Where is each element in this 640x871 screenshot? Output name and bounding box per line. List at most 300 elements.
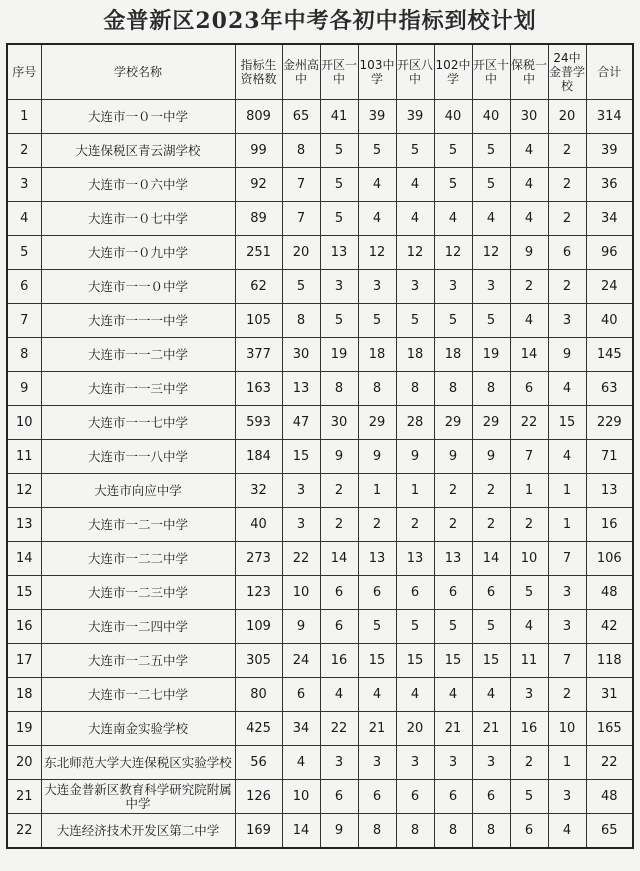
value-cell: 48: [586, 576, 633, 610]
value-cell: 8: [396, 814, 434, 849]
value-cell: 10: [282, 576, 320, 610]
value-cell: 2: [510, 508, 548, 542]
value-cell: 2: [510, 746, 548, 780]
value-cell: 3: [548, 780, 586, 814]
value-cell: 8: [396, 372, 434, 406]
value-cell: 9: [396, 440, 434, 474]
value-cell: 5: [434, 610, 472, 644]
index-cell: 16: [7, 610, 41, 644]
school-name-cell: 大连市一一一中学: [41, 304, 235, 338]
value-cell: 40: [235, 508, 282, 542]
value-cell: 229: [586, 406, 633, 440]
value-cell: 8: [434, 372, 472, 406]
value-cell: 21: [358, 712, 396, 746]
value-cell: 19: [472, 338, 510, 372]
index-cell: 21: [7, 780, 41, 814]
table-row: [7, 236, 633, 270]
header-cell: 学校名称: [41, 44, 235, 100]
table-row: [7, 270, 633, 304]
school-name-cell: 大连市一二四中学: [41, 610, 235, 644]
value-cell: 5: [472, 610, 510, 644]
value-cell: 20: [396, 712, 434, 746]
value-cell: 3: [548, 576, 586, 610]
index-cell: 3: [7, 168, 41, 202]
value-cell: 2: [396, 508, 434, 542]
value-cell: 29: [472, 406, 510, 440]
value-cell: 273: [235, 542, 282, 576]
value-cell: 4: [548, 440, 586, 474]
value-cell: 14: [472, 542, 510, 576]
school-name-cell: 大连市一二七中学: [41, 678, 235, 712]
header-cell: 金州高中: [282, 44, 320, 100]
index-cell: 11: [7, 440, 41, 474]
school-name-cell: 大连市一０七中学: [41, 202, 235, 236]
value-cell: 105: [235, 304, 282, 338]
value-cell: 14: [510, 338, 548, 372]
header-cell: 开区十中: [472, 44, 510, 100]
value-cell: 5: [358, 134, 396, 168]
value-cell: 305: [235, 644, 282, 678]
value-cell: 7: [510, 440, 548, 474]
school-name-cell: 东北师范大学大连保税区实验学校: [41, 746, 235, 780]
value-cell: 41: [320, 100, 358, 134]
index-cell: 15: [7, 576, 41, 610]
value-cell: 6: [282, 678, 320, 712]
value-cell: 24: [586, 270, 633, 304]
value-cell: 12: [358, 236, 396, 270]
table-row: [7, 406, 633, 440]
school-name-cell: 大连市一０九中学: [41, 236, 235, 270]
value-cell: 4: [510, 134, 548, 168]
value-cell: 6: [510, 372, 548, 406]
value-cell: 31: [586, 678, 633, 712]
value-cell: 29: [434, 406, 472, 440]
index-cell: 2: [7, 134, 41, 168]
value-cell: 5: [396, 304, 434, 338]
index-cell: 5: [7, 236, 41, 270]
index-cell: 9: [7, 372, 41, 406]
value-cell: 123: [235, 576, 282, 610]
value-cell: 4: [434, 678, 472, 712]
value-cell: 63: [586, 372, 633, 406]
value-cell: 4: [510, 202, 548, 236]
header-cell: 102中学: [434, 44, 472, 100]
value-cell: 5: [434, 134, 472, 168]
value-cell: 3: [510, 678, 548, 712]
value-cell: 3: [434, 270, 472, 304]
value-cell: 2: [548, 168, 586, 202]
value-cell: 15: [472, 644, 510, 678]
value-cell: 47: [282, 406, 320, 440]
index-cell: 4: [7, 202, 41, 236]
value-cell: 5: [472, 168, 510, 202]
value-cell: 5: [282, 270, 320, 304]
value-cell: 9: [510, 236, 548, 270]
value-cell: 3: [434, 746, 472, 780]
value-cell: 8: [282, 304, 320, 338]
value-cell: 7: [548, 644, 586, 678]
value-cell: 1: [548, 508, 586, 542]
table-row: [7, 168, 633, 202]
value-cell: 3: [320, 746, 358, 780]
value-cell: 6: [472, 780, 510, 814]
value-cell: 251: [235, 236, 282, 270]
value-cell: 28: [396, 406, 434, 440]
index-cell: 10: [7, 406, 41, 440]
value-cell: 18: [434, 338, 472, 372]
value-cell: 3: [472, 746, 510, 780]
value-cell: 9: [320, 440, 358, 474]
school-name-cell: 大连市一二一中学: [41, 508, 235, 542]
value-cell: 6: [320, 576, 358, 610]
table-header-row: [7, 44, 633, 100]
school-name-cell: 大连市一二五中学: [41, 644, 235, 678]
value-cell: 39: [396, 100, 434, 134]
value-cell: 184: [235, 440, 282, 474]
value-cell: 8: [282, 134, 320, 168]
index-cell: 19: [7, 712, 41, 746]
value-cell: 6: [510, 814, 548, 849]
value-cell: 12: [472, 236, 510, 270]
value-cell: 13: [320, 236, 358, 270]
index-cell: 12: [7, 474, 41, 508]
value-cell: 6: [320, 610, 358, 644]
value-cell: 13: [282, 372, 320, 406]
value-cell: 14: [320, 542, 358, 576]
value-cell: 2: [434, 508, 472, 542]
value-cell: 5: [358, 610, 396, 644]
school-name-cell: 大连金普新区教育科学研究院附属中学: [41, 780, 235, 814]
value-cell: 34: [282, 712, 320, 746]
value-cell: 809: [235, 100, 282, 134]
index-cell: 1: [7, 100, 41, 134]
value-cell: 32: [235, 474, 282, 508]
value-cell: 1: [510, 474, 548, 508]
table-row: [7, 780, 633, 814]
table-row: [7, 372, 633, 406]
value-cell: 6: [358, 780, 396, 814]
value-cell: 21: [434, 712, 472, 746]
value-cell: 22: [282, 542, 320, 576]
value-cell: 48: [586, 780, 633, 814]
value-cell: 30: [282, 338, 320, 372]
value-cell: 145: [586, 338, 633, 372]
value-cell: 4: [472, 202, 510, 236]
value-cell: 6: [396, 576, 434, 610]
table-row: [7, 508, 633, 542]
value-cell: 5: [320, 134, 358, 168]
index-cell: 20: [7, 746, 41, 780]
header-cell: 指标生资格数: [235, 44, 282, 100]
value-cell: 6: [472, 576, 510, 610]
value-cell: 1: [358, 474, 396, 508]
value-cell: 8: [320, 372, 358, 406]
value-cell: 10: [282, 780, 320, 814]
value-cell: 4: [434, 202, 472, 236]
value-cell: 12: [434, 236, 472, 270]
school-name-cell: 大连保税区青云湖学校: [41, 134, 235, 168]
value-cell: 6: [434, 780, 472, 814]
value-cell: 8: [358, 372, 396, 406]
school-name-cell: 大连市一一七中学: [41, 406, 235, 440]
value-cell: 10: [548, 712, 586, 746]
table-row: [7, 712, 633, 746]
header-cell: 序号: [7, 44, 41, 100]
value-cell: 36: [586, 168, 633, 202]
value-cell: 34: [586, 202, 633, 236]
page-title: 金普新区2023年中考各初中指标到校计划: [103, 8, 537, 34]
value-cell: 9: [434, 440, 472, 474]
school-name-cell: 大连市一二二中学: [41, 542, 235, 576]
index-cell: 8: [7, 338, 41, 372]
school-name-cell: 大连南金实验学校: [41, 712, 235, 746]
value-cell: 3: [282, 508, 320, 542]
value-cell: 39: [586, 134, 633, 168]
value-cell: 13: [396, 542, 434, 576]
value-cell: 3: [358, 746, 396, 780]
value-cell: 8: [472, 372, 510, 406]
table-row: [7, 542, 633, 576]
value-cell: 126: [235, 780, 282, 814]
value-cell: 4: [472, 678, 510, 712]
value-cell: 19: [320, 338, 358, 372]
value-cell: 40: [434, 100, 472, 134]
value-cell: 4: [396, 202, 434, 236]
value-cell: 5: [320, 202, 358, 236]
value-cell: 314: [586, 100, 633, 134]
value-cell: 16: [320, 644, 358, 678]
table-body: [7, 100, 633, 849]
value-cell: 15: [434, 644, 472, 678]
value-cell: 20: [282, 236, 320, 270]
value-cell: 118: [586, 644, 633, 678]
value-cell: 4: [358, 168, 396, 202]
value-cell: 3: [358, 270, 396, 304]
value-cell: 30: [510, 100, 548, 134]
value-cell: 11: [510, 644, 548, 678]
value-cell: 80: [235, 678, 282, 712]
header-cell: 24中金普学校: [548, 44, 586, 100]
value-cell: 24: [282, 644, 320, 678]
school-name-cell: 大连市一一二中学: [41, 338, 235, 372]
value-cell: 4: [358, 678, 396, 712]
value-cell: 9: [282, 610, 320, 644]
value-cell: 5: [396, 610, 434, 644]
value-cell: 2: [472, 508, 510, 542]
table-row: [7, 576, 633, 610]
value-cell: 8: [434, 814, 472, 849]
value-cell: 4: [510, 304, 548, 338]
index-cell: 7: [7, 304, 41, 338]
value-cell: 18: [358, 338, 396, 372]
value-cell: 6: [320, 780, 358, 814]
value-cell: 3: [396, 746, 434, 780]
value-cell: 40: [586, 304, 633, 338]
value-cell: 2: [434, 474, 472, 508]
header-cell: 开区一中: [320, 44, 358, 100]
value-cell: 89: [235, 202, 282, 236]
value-cell: 20: [548, 100, 586, 134]
table-row: [7, 338, 633, 372]
value-cell: 3: [548, 304, 586, 338]
value-cell: 2: [358, 508, 396, 542]
value-cell: 42: [586, 610, 633, 644]
table-row: [7, 134, 633, 168]
value-cell: 9: [358, 440, 396, 474]
value-cell: 377: [235, 338, 282, 372]
value-cell: 5: [434, 168, 472, 202]
value-cell: 5: [434, 304, 472, 338]
table-row: [7, 610, 633, 644]
value-cell: 15: [358, 644, 396, 678]
value-cell: 1: [548, 474, 586, 508]
value-cell: 163: [235, 372, 282, 406]
value-cell: 1: [548, 746, 586, 780]
value-cell: 6: [358, 576, 396, 610]
table-row: [7, 440, 633, 474]
value-cell: 7: [282, 202, 320, 236]
value-cell: 109: [235, 610, 282, 644]
value-cell: 12: [396, 236, 434, 270]
value-cell: 2: [320, 508, 358, 542]
value-cell: 56: [235, 746, 282, 780]
value-cell: 5: [510, 576, 548, 610]
value-cell: 2: [548, 202, 586, 236]
table-row: [7, 304, 633, 338]
value-cell: 40: [472, 100, 510, 134]
value-cell: 30: [320, 406, 358, 440]
table-row: [7, 678, 633, 712]
value-cell: 5: [396, 134, 434, 168]
school-name-cell: 大连市一二三中学: [41, 576, 235, 610]
value-cell: 18: [396, 338, 434, 372]
value-cell: 6: [434, 576, 472, 610]
table-row: [7, 100, 633, 134]
value-cell: 6: [396, 780, 434, 814]
value-cell: 4: [396, 168, 434, 202]
value-cell: 15: [282, 440, 320, 474]
value-cell: 425: [235, 712, 282, 746]
value-cell: 29: [358, 406, 396, 440]
value-cell: 6: [548, 236, 586, 270]
value-cell: 14: [282, 814, 320, 849]
value-cell: 2: [510, 270, 548, 304]
value-cell: 16: [510, 712, 548, 746]
value-cell: 22: [586, 746, 633, 780]
value-cell: 3: [282, 474, 320, 508]
value-cell: 8: [472, 814, 510, 849]
value-cell: 13: [434, 542, 472, 576]
table-row: [7, 644, 633, 678]
value-cell: 13: [358, 542, 396, 576]
table-row: [7, 814, 633, 849]
value-cell: 62: [235, 270, 282, 304]
value-cell: 4: [282, 746, 320, 780]
value-cell: 3: [548, 610, 586, 644]
school-name-cell: 大连市一一八中学: [41, 440, 235, 474]
value-cell: 22: [320, 712, 358, 746]
value-cell: 15: [548, 406, 586, 440]
value-cell: 13: [586, 474, 633, 508]
value-cell: 92: [235, 168, 282, 202]
school-name-cell: 大连市向应中学: [41, 474, 235, 508]
value-cell: 593: [235, 406, 282, 440]
value-cell: 22: [510, 406, 548, 440]
value-cell: 5: [510, 780, 548, 814]
school-name-cell: 大连市一一０中学: [41, 270, 235, 304]
value-cell: 2: [548, 678, 586, 712]
value-cell: 169: [235, 814, 282, 849]
value-cell: 4: [320, 678, 358, 712]
value-cell: 4: [396, 678, 434, 712]
value-cell: 9: [548, 338, 586, 372]
value-cell: 7: [282, 168, 320, 202]
school-name-cell: 大连市一０一中学: [41, 100, 235, 134]
value-cell: 5: [320, 304, 358, 338]
value-cell: 16: [586, 508, 633, 542]
value-cell: 15: [396, 644, 434, 678]
table-row: [7, 746, 633, 780]
value-cell: 96: [586, 236, 633, 270]
value-cell: 5: [320, 168, 358, 202]
school-name-cell: 大连经济技术开发区第二中学: [41, 814, 235, 849]
value-cell: 99: [235, 134, 282, 168]
header-cell: 保税一中: [510, 44, 548, 100]
school-name-cell: 大连市一一三中学: [41, 372, 235, 406]
value-cell: 10: [510, 542, 548, 576]
value-cell: 4: [510, 610, 548, 644]
value-cell: 3: [396, 270, 434, 304]
school-name-cell: 大连市一０六中学: [41, 168, 235, 202]
index-cell: 14: [7, 542, 41, 576]
value-cell: 71: [586, 440, 633, 474]
value-cell: 165: [586, 712, 633, 746]
value-cell: 2: [548, 134, 586, 168]
index-cell: 13: [7, 508, 41, 542]
value-cell: 4: [548, 814, 586, 849]
table-row: [7, 474, 633, 508]
index-cell: 17: [7, 644, 41, 678]
value-cell: 2: [548, 270, 586, 304]
index-cell: 6: [7, 270, 41, 304]
value-cell: 4: [510, 168, 548, 202]
value-cell: 39: [358, 100, 396, 134]
header-cell: 开区八中: [396, 44, 434, 100]
value-cell: 3: [320, 270, 358, 304]
value-cell: 7: [548, 542, 586, 576]
value-cell: 5: [358, 304, 396, 338]
value-cell: 2: [320, 474, 358, 508]
value-cell: 4: [358, 202, 396, 236]
value-cell: 5: [472, 134, 510, 168]
value-cell: 106: [586, 542, 633, 576]
value-cell: 8: [358, 814, 396, 849]
quota-table: [6, 43, 634, 849]
value-cell: 2: [472, 474, 510, 508]
index-cell: 22: [7, 814, 41, 849]
value-cell: 1: [396, 474, 434, 508]
table-row: [7, 202, 633, 236]
value-cell: 4: [548, 372, 586, 406]
value-cell: 65: [282, 100, 320, 134]
index-cell: 18: [7, 678, 41, 712]
value-cell: 5: [472, 304, 510, 338]
value-cell: 9: [472, 440, 510, 474]
value-cell: 21: [472, 712, 510, 746]
value-cell: 3: [472, 270, 510, 304]
value-cell: 65: [586, 814, 633, 849]
value-cell: 9: [320, 814, 358, 849]
